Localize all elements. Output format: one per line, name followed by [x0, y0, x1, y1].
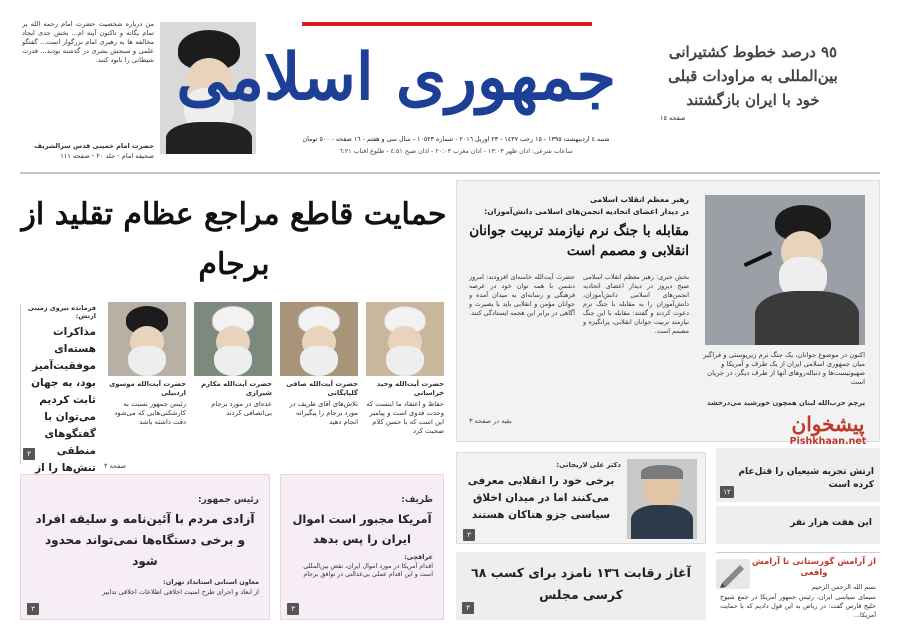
marja-4-name: حضرت آیت‌الله موسوی اردبیلی: [109, 380, 186, 397]
editorial-pen-icon: [716, 559, 750, 589]
marja-1-quote: حفاظ و اعتقاد ما اینست که وحدت فدوی است و پیامبر این است که با حسن کلام صحبت کرد: [366, 400, 444, 435]
marja-4[interactable]: [108, 302, 186, 462]
brief-1-badge[interactable]: ١٢: [720, 486, 734, 498]
marja-2[interactable]: [280, 302, 358, 462]
editorial-box[interactable]: [716, 552, 880, 632]
leader-body-right: بخش خبری: رهبر معظم انقلاب اسلامی صبح دیروز در دیدار اعضای اتحادیه انجمن‌های اسلامی دانش‌آموزان، دانش‌آموزان را به مقابله با جنگ نرم دعوت کردند و گفتند: مقابله با این جنگ نیازمند تربیت جوانان انقلابی، پرانگیزه و مصمم است.: [583, 273, 689, 335]
marja-1[interactable]: [366, 302, 444, 462]
president-text: آزادی مردم با آئین‌نامه و سلیقه افراد و برخی دستگاه‌ها نمی‌تواند محدود شود: [35, 512, 255, 568]
president-sub-text: از ابعاد و اجرای طرح امنیت اخلاقی اطلاعات اخلاقی تدابیر: [102, 588, 259, 596]
leader-photo-caption: اکنون در موضوع جوانان، یک جنگ نرم زیرپوستی و فراگیر میان جمهوری اسلامی ایران از یک طرف و آمریکا و صهیونیست‌ها و دنباله‌روهای آنها از طرف دیگر، در جریان است: [703, 351, 865, 386]
masthead: [176, 16, 616, 166]
quote-ref: صحیفه امام - جلد ٢٠ - صفحه ١١١: [60, 152, 154, 160]
leader-body-left: حضرت آیت‌الله خامنه‌ای افزودند: امروز دشمن با همه توان خود در عرصه فرهنگی و رسانه‌ای به میدان آمده و جوانان مؤمن و انقلابی باید با بصیرت و آگاهی در برابر این هجمه ایستادگی کنند.: [469, 273, 575, 317]
elections-text: آغاز رقابت ١٣٦ نامزد برای کسب ٦٨ کرسی مجلس: [471, 565, 691, 602]
marja-3-name: حضرت آیت‌الله مکارم شیرازی: [201, 380, 272, 397]
zarif-sub-text: اقدام آمریکا در مورد اموال ایران، نقض بین‌المللی است و این اقدام عملی بی‌عدالتی در توافق برجام: [303, 563, 433, 578]
army-page-badge[interactable]: ٣: [23, 448, 35, 460]
editorial-title: از آرامش گورستانی تا آرامش واقعی: [751, 557, 876, 578]
larijani-text: برخی خود را انقلابی معرفی می‌کنند اما در میدان اخلاق سیاسی جزو هتاکان هستند: [467, 475, 615, 521]
top-divider: [20, 172, 880, 174]
army-text: مذاکرات هسته‌ای موفقیت‌آمیز بود، به جهان ثابت کردیم می‌توان با گفتگوهای منطقی تنش‌ها را از: [31, 326, 96, 474]
marja-4-photo: [108, 302, 186, 376]
leader-more-link[interactable]: بقیه در صفحه ٣: [469, 417, 512, 425]
president-sub-kicker: معاون استانی استانداد تهران:: [163, 578, 259, 586]
marja-4-quote: رئیس جمهور نسبت به کارشکنی‌هایی که می‌شود دقت داشته باشد: [114, 400, 186, 426]
leader-headline[interactable]: مقابله با جنگ نرم نیازمند تربیت جوانان انقلابی و مصمم است: [469, 223, 689, 259]
zarif-page-badge[interactable]: ٣: [287, 603, 299, 615]
masthead-date-line: شنبه ٤ اردیبهشت ١٣٩٥ - ١٥ رجب ١٤٣٧ - ٢٣ آوریل ٢٠١٦ - شماره ١٠٥٢٣ - سال سی و هفتم - ١٦ صفحه - ٥٠٠ تومان: [302, 136, 610, 143]
leader-subkicker: در دیدار اعضای اتحادیه انجمن‌های اسلامی دانش‌آموزان:: [484, 207, 689, 216]
brief-1[interactable]: [716, 448, 880, 502]
army-box[interactable]: [20, 304, 98, 474]
masthead-prayer-line: ساعات شرعی: اذان ظهر ١٣:٠٣ - اذان مغرب ٢٠:٠٣ - اذان صبح ٤:٥١ - طلوع آفتاب ٦:٢١: [339, 148, 573, 155]
watermark-brand: پیشخوان: [791, 412, 865, 436]
masthead-red-stripe: [302, 22, 592, 26]
brief-2-text: این هفت هزار نفر: [790, 518, 872, 528]
marja-3-quote: عده‌ای در مورد برجام بی‌انصافی کردند: [211, 400, 272, 417]
marja-2-quote: تلاش‌های آقای ظریف در مورد برجام را پیگیرانه انجام دهید: [289, 400, 358, 426]
watermark-site: Pishkhaan.net: [789, 436, 867, 447]
quote-source: حضرت امام خمینی قدس سرالشریف: [34, 142, 154, 150]
brief-1-text: ارتش تجربه شیعیان را قتل‌عام کرده است: [738, 467, 874, 490]
zarif-text: آمریکا مجبور است اموال ایران را پس بدهد: [292, 512, 432, 546]
larijani-photo: [627, 459, 697, 539]
quote-text: من درباره شخصیت حضرت امام رحمه الله بر تمام یگانه و تاکنون آینه ام... بخش جدی ایجاد مخالفه ها به رهبری امام بزرگوار است... گفتگو علمی و سنجش بشری در گذشته بودند... قدرت شیطانی را نابود کنند.: [22, 20, 154, 64]
larijani-page-badge[interactable]: ٣: [463, 529, 475, 541]
zarif-kicker: ظریف:: [401, 495, 433, 505]
marjas-page-ref[interactable]: صفحه ٣: [104, 462, 127, 470]
marja-2-photo: [280, 302, 358, 376]
president-page-badge[interactable]: ٣: [27, 603, 39, 615]
zarif-sub-kicker: عراقچی:: [404, 553, 433, 561]
leader-story: [456, 180, 880, 442]
editorial-text: سیمای سیاسی ایران، رئیس جمهور آمریکا در جمع شیوخ خلیج فارس گفت: در ریاض به این قول دادیم که با حمایت آمریکا...: [720, 593, 876, 619]
army-kicker: فرمانده نیروی زمینی ارتش:: [27, 304, 96, 320]
editorial-author: بسم الله الرحمن الرحیم: [811, 583, 876, 591]
shipping-page-ref: صفحه ١٥: [660, 114, 686, 122]
masthead-title: جمهوری اسلامی: [176, 40, 616, 115]
zarif-box[interactable]: [280, 474, 444, 620]
elections-page-badge[interactable]: ٣: [462, 602, 474, 614]
main-headline[interactable]: حمایت قاطع مراجع عظام تقلید از برجام: [21, 197, 447, 282]
leader-photo: [705, 195, 865, 345]
president-box[interactable]: [20, 474, 270, 620]
larijani-box[interactable]: [456, 452, 706, 544]
marja-1-name: حضرت آیت‌الله وحید خراسانی: [376, 380, 444, 397]
top-left-headline[interactable]: [660, 40, 846, 150]
elections-box[interactable]: [456, 552, 706, 620]
leader-kicker: رهبر معظم انقلاب اسلامی: [589, 195, 689, 204]
marja-3[interactable]: [194, 302, 272, 462]
marjas-row: [104, 302, 448, 472]
marja-1-photo: [366, 302, 444, 376]
president-kicker: رئیس جمهور:: [198, 495, 259, 505]
larijani-kicker: دکتر علی لاریجانی:: [556, 461, 621, 469]
marja-2-name: حضرت آیت‌الله صافی گلپایگانی: [286, 380, 358, 397]
leader-sub-caption: پرچم حزب‌الله لبنان همچون خورشید می‌درخشد: [707, 399, 865, 407]
shipping-headline: ٩٥ درصد خطوط کشتیرانی بین‌المللی به مراودات قبلی خود با ایران بازگشتند: [668, 43, 838, 109]
marja-3-photo: [194, 302, 272, 376]
brief-2[interactable]: [716, 506, 880, 544]
